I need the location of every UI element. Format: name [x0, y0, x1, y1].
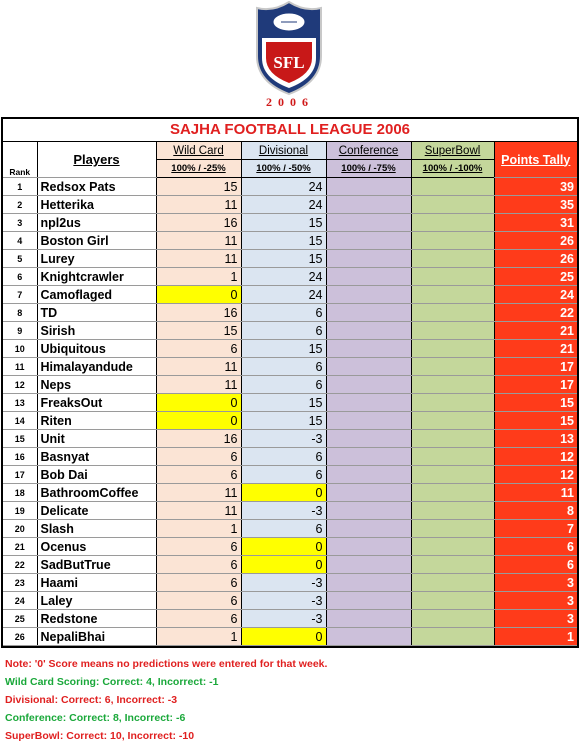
- conference-score: [326, 484, 411, 502]
- superbowl-score: [411, 178, 494, 196]
- rank-header: Rank: [3, 142, 37, 178]
- wild-card-score: 6: [156, 466, 241, 484]
- rank-cell: 2: [3, 196, 37, 214]
- wild-card-score: 6: [156, 538, 241, 556]
- superbowl-score: [411, 376, 494, 394]
- sfl-shield-logo: [253, 0, 325, 96]
- conference-score: [326, 610, 411, 628]
- player-name: Boston Girl: [37, 232, 156, 250]
- table-row: [3, 412, 577, 430]
- conference-score: [326, 592, 411, 610]
- divisional-score: 0: [241, 556, 326, 574]
- wild-card-weighting: 100% / -25%: [156, 160, 241, 178]
- wild-card-score: 6: [156, 340, 241, 358]
- superbowl-score: [411, 304, 494, 322]
- points-tally: 17: [494, 358, 577, 376]
- player-name: npl2us: [37, 214, 156, 232]
- points-tally: 6: [494, 538, 577, 556]
- player-name: Hetterika: [37, 196, 156, 214]
- conference-score: [326, 376, 411, 394]
- superbowl-score: [411, 250, 494, 268]
- points-tally: 31: [494, 214, 577, 232]
- note-line: Divisional: Correct: 6, Incorrect: -3: [5, 694, 178, 706]
- players-header: Players: [37, 142, 156, 178]
- table-row: [3, 448, 577, 466]
- superbowl-score: [411, 448, 494, 466]
- logo-text: SFL: [273, 53, 305, 72]
- player-name: Slash: [37, 520, 156, 538]
- player-name: Knightcrawler: [37, 268, 156, 286]
- divisional-score: 24: [241, 286, 326, 304]
- conference-score: [326, 322, 411, 340]
- player-name: BathroomCoffee: [37, 484, 156, 502]
- points-tally: 17: [494, 376, 577, 394]
- wild-card-score: 6: [156, 448, 241, 466]
- player-name: Riten: [37, 412, 156, 430]
- wild-card-score: 11: [156, 484, 241, 502]
- rank-cell: 16: [3, 448, 37, 466]
- wild-card-header: Wild Card: [156, 142, 241, 160]
- rank-cell: 18: [3, 484, 37, 502]
- superbowl-score: [411, 502, 494, 520]
- player-name: Haami: [37, 574, 156, 592]
- player-name: NepaliBhai: [37, 628, 156, 646]
- player-name: Basnyat: [37, 448, 156, 466]
- table-row: [3, 178, 577, 196]
- superbowl-score: [411, 196, 494, 214]
- points-tally: 13: [494, 430, 577, 448]
- points-tally: 8: [494, 502, 577, 520]
- player-name: Unit: [37, 430, 156, 448]
- table-row: [3, 394, 577, 412]
- rank-cell: 15: [3, 430, 37, 448]
- divisional-score: 6: [241, 376, 326, 394]
- conference-score: [326, 250, 411, 268]
- points-tally: 11: [494, 484, 577, 502]
- superbowl-score: [411, 520, 494, 538]
- player-name: FreaksOut: [37, 394, 156, 412]
- table-row: [3, 304, 577, 322]
- superbowl-score: [411, 394, 494, 412]
- note-line: Wild Card Scoring: Correct: 4, Incorrect: -1: [5, 676, 219, 688]
- points-tally: 21: [494, 340, 577, 358]
- wild-card-score: 6: [156, 610, 241, 628]
- superbowl-score: [411, 628, 494, 646]
- rank-cell: 24: [3, 592, 37, 610]
- divisional-header: Divisional: [241, 142, 326, 160]
- conference-score: [326, 502, 411, 520]
- table-row: [3, 232, 577, 250]
- divisional-score: 6: [241, 358, 326, 376]
- table-row: [3, 610, 577, 628]
- player-name: Laley: [37, 592, 156, 610]
- rank-cell: 4: [3, 232, 37, 250]
- player-name: Redsox Pats: [37, 178, 156, 196]
- rank-cell: 7: [3, 286, 37, 304]
- player-name: Delicate: [37, 502, 156, 520]
- conference-score: [326, 358, 411, 376]
- points-tally: 12: [494, 448, 577, 466]
- player-name: Camoflaged: [37, 286, 156, 304]
- wild-card-score: 11: [156, 502, 241, 520]
- divisional-score: 24: [241, 178, 326, 196]
- table-row: [3, 430, 577, 448]
- divisional-score: 15: [241, 412, 326, 430]
- superbowl-score: [411, 340, 494, 358]
- superbowl-score: [411, 286, 494, 304]
- superbowl-score: [411, 466, 494, 484]
- player-name: Redstone: [37, 610, 156, 628]
- divisional-score: 0: [241, 484, 326, 502]
- scoring-notes: [5, 655, 327, 745]
- conference-score: [326, 538, 411, 556]
- table-row: [3, 538, 577, 556]
- conference-score: [326, 520, 411, 538]
- table-row: [3, 502, 577, 520]
- wild-card-score: 0: [156, 286, 241, 304]
- conference-score: [326, 430, 411, 448]
- conference-score: [326, 196, 411, 214]
- divisional-score: -3: [241, 430, 326, 448]
- divisional-score: 15: [241, 394, 326, 412]
- note-line: Note: '0' Score means no predictions were entered for that week.: [5, 658, 328, 670]
- divisional-score: 6: [241, 322, 326, 340]
- player-name: Himalayandude: [37, 358, 156, 376]
- divisional-score: 15: [241, 232, 326, 250]
- wild-card-score: 1: [156, 268, 241, 286]
- table-row: [3, 628, 577, 646]
- superbowl-score: [411, 322, 494, 340]
- logo-year: 2006: [266, 95, 314, 109]
- conference-score: [326, 232, 411, 250]
- divisional-score: -3: [241, 610, 326, 628]
- superbowl-score: [411, 538, 494, 556]
- rank-cell: 25: [3, 610, 37, 628]
- points-tally: 35: [494, 196, 577, 214]
- player-name: Sirish: [37, 322, 156, 340]
- player-name: Ocenus: [37, 538, 156, 556]
- superbowl-score: [411, 268, 494, 286]
- conference-score: [326, 214, 411, 232]
- wild-card-score: 1: [156, 520, 241, 538]
- standings-sheet: [1, 117, 579, 648]
- wild-card-score: 16: [156, 214, 241, 232]
- rank-cell: 21: [3, 538, 37, 556]
- wild-card-score: 16: [156, 304, 241, 322]
- conference-score: [326, 178, 411, 196]
- player-name: Lurey: [37, 250, 156, 268]
- wild-card-score: 11: [156, 376, 241, 394]
- rank-cell: 10: [3, 340, 37, 358]
- rank-cell: 1: [3, 178, 37, 196]
- rank-cell: 17: [3, 466, 37, 484]
- divisional-score: 15: [241, 340, 326, 358]
- rank-cell: 22: [3, 556, 37, 574]
- note-line: Conference: Correct: 8, Incorrect: -6: [5, 712, 186, 724]
- rank-cell: 23: [3, 574, 37, 592]
- rank-cell: 9: [3, 322, 37, 340]
- table-row: [3, 340, 577, 358]
- table-row: [3, 250, 577, 268]
- conference-score: [326, 268, 411, 286]
- rank-cell: 5: [3, 250, 37, 268]
- table-row: [3, 592, 577, 610]
- superbowl-score: [411, 358, 494, 376]
- superbowl-score: [411, 214, 494, 232]
- table-row: [3, 358, 577, 376]
- points-tally: 15: [494, 394, 577, 412]
- superbowl-score: [411, 574, 494, 592]
- wild-card-score: 0: [156, 412, 241, 430]
- wild-card-score: 6: [156, 556, 241, 574]
- superbowl-score: [411, 556, 494, 574]
- wild-card-score: 1: [156, 628, 241, 646]
- table-row: [3, 466, 577, 484]
- player-name: SadButTrue: [37, 556, 156, 574]
- divisional-score: -3: [241, 502, 326, 520]
- points-tally: 39: [494, 178, 577, 196]
- conference-score: [326, 574, 411, 592]
- points-tally: 1: [494, 628, 577, 646]
- superbowl-score: [411, 592, 494, 610]
- rank-cell: 12: [3, 376, 37, 394]
- divisional-score: 15: [241, 250, 326, 268]
- wild-card-score: 16: [156, 430, 241, 448]
- divisional-score: 24: [241, 268, 326, 286]
- divisional-weighting: 100% / -50%: [241, 160, 326, 178]
- rank-cell: 19: [3, 502, 37, 520]
- table-row: [3, 484, 577, 502]
- superbowl-score: [411, 430, 494, 448]
- rank-cell: 14: [3, 412, 37, 430]
- wild-card-score: 11: [156, 358, 241, 376]
- divisional-score: 0: [241, 628, 326, 646]
- table-row: [3, 520, 577, 538]
- standings-table: [3, 142, 577, 646]
- rank-cell: 3: [3, 214, 37, 232]
- points-tally: 22: [494, 304, 577, 322]
- conference-score: [326, 394, 411, 412]
- rank-cell: 13: [3, 394, 37, 412]
- rank-cell: 6: [3, 268, 37, 286]
- divisional-score: 24: [241, 196, 326, 214]
- points-tally: 25: [494, 268, 577, 286]
- conference-score: [326, 286, 411, 304]
- points-tally: 24: [494, 286, 577, 304]
- divisional-score: 6: [241, 448, 326, 466]
- divisional-score: 6: [241, 466, 326, 484]
- rank-cell: 8: [3, 304, 37, 322]
- wild-card-score: 15: [156, 178, 241, 196]
- conference-score: [326, 556, 411, 574]
- rank-cell: 20: [3, 520, 37, 538]
- wild-card-score: 0: [156, 394, 241, 412]
- points-tally: 21: [494, 322, 577, 340]
- conference-weighting: 100% / -75%: [326, 160, 411, 178]
- wild-card-score: 6: [156, 592, 241, 610]
- points-tally: 3: [494, 592, 577, 610]
- points-tally: 15: [494, 412, 577, 430]
- superbowl-weighting: 100% / -100%: [411, 160, 494, 178]
- note-line: SuperBowl: Correct: 10, Incorrect: -10: [5, 730, 195, 742]
- table-row: [3, 268, 577, 286]
- table-row: [3, 214, 577, 232]
- wild-card-score: 15: [156, 322, 241, 340]
- conference-header: Conference: [326, 142, 411, 160]
- rank-cell: 26: [3, 628, 37, 646]
- player-name: Ubiquitous: [37, 340, 156, 358]
- conference-score: [326, 448, 411, 466]
- superbowl-score: [411, 610, 494, 628]
- points-tally: 26: [494, 232, 577, 250]
- conference-score: [326, 340, 411, 358]
- points-tally: 3: [494, 610, 577, 628]
- divisional-score: 6: [241, 304, 326, 322]
- table-row: [3, 574, 577, 592]
- points-tally: 26: [494, 250, 577, 268]
- superbowl-score: [411, 232, 494, 250]
- table-row: [3, 286, 577, 304]
- conference-score: [326, 304, 411, 322]
- player-name: TD: [37, 304, 156, 322]
- divisional-score: 6: [241, 520, 326, 538]
- superbowl-score: [411, 412, 494, 430]
- divisional-score: -3: [241, 574, 326, 592]
- table-row: [3, 376, 577, 394]
- league-title: SAJHA FOOTBALL LEAGUE 2006: [3, 119, 577, 142]
- divisional-score: 0: [241, 538, 326, 556]
- wild-card-score: 11: [156, 232, 241, 250]
- divisional-score: -3: [241, 592, 326, 610]
- rank-cell: 11: [3, 358, 37, 376]
- conference-score: [326, 412, 411, 430]
- points-tally-header: Points Tally: [494, 142, 577, 178]
- conference-score: [326, 466, 411, 484]
- points-tally: 3: [494, 574, 577, 592]
- player-name: Bob Dai: [37, 466, 156, 484]
- table-row: [3, 196, 577, 214]
- superbowl-header: SuperBowl: [411, 142, 494, 160]
- superbowl-score: [411, 484, 494, 502]
- points-tally: 12: [494, 466, 577, 484]
- table-row: [3, 556, 577, 574]
- points-tally: 7: [494, 520, 577, 538]
- table-row: [3, 322, 577, 340]
- conference-score: [326, 628, 411, 646]
- wild-card-score: 6: [156, 574, 241, 592]
- divisional-score: 15: [241, 214, 326, 232]
- wild-card-score: 11: [156, 196, 241, 214]
- points-tally: 6: [494, 556, 577, 574]
- player-name: Neps: [37, 376, 156, 394]
- wild-card-score: 11: [156, 250, 241, 268]
